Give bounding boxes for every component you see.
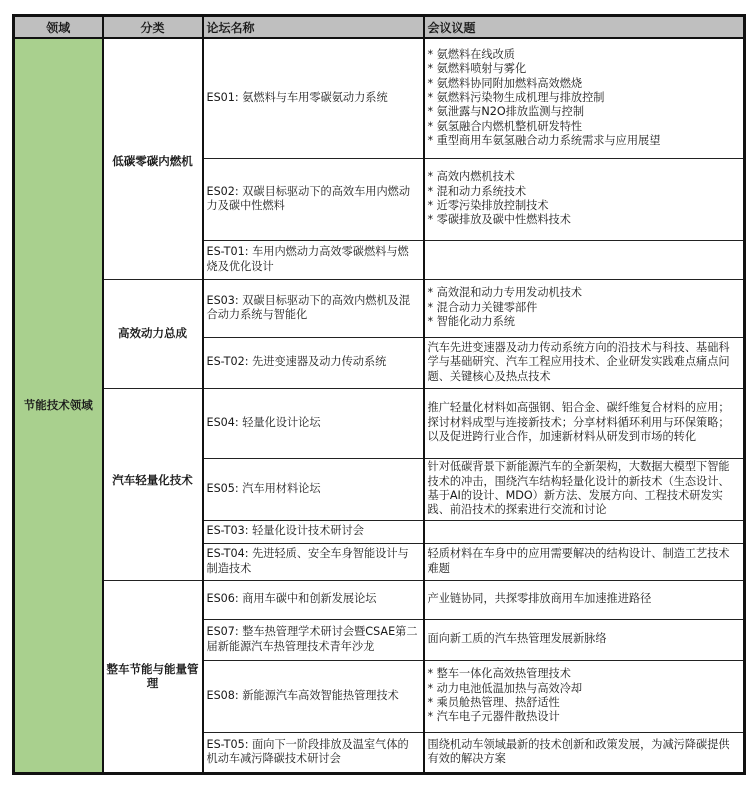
forum-name-cell: ES-T02: 先进变速器及动力传动系统 — [203, 337, 424, 388]
topics-cell — [424, 660, 745, 732]
topic-item: * 氨燃料喷射与雾化 — [427, 62, 527, 76]
topics-cell — [424, 520, 745, 543]
topic-item: * 高效混和动力专用发动机技术 — [427, 286, 583, 300]
forum-name-cell: ES06: 商用车碳中和创新发展论坛 — [203, 580, 424, 619]
header-forum-name: 论坛名称 — [203, 16, 424, 39]
topic-item: * 混合动力关键零部件 — [427, 300, 538, 314]
topic-paragraph: 轻质材料在车身中的应用需要解决的结构设计、制造工艺技术难题 — [427, 547, 730, 575]
topics-cell — [424, 279, 745, 337]
topic-item: * 氨燃料协同附加燃料高效燃烧 — [427, 76, 583, 90]
topic-item: * 氨燃料污染物生成机理与排放控制 — [427, 91, 605, 105]
topic-item: * 高效内燃机技术 — [427, 170, 515, 184]
topic-paragraph: 产业链协同，共探零排放商用车加速推进路径 — [427, 592, 652, 606]
forum-name-cell: ES08: 新能源汽车高效智能热管理技术 — [203, 660, 424, 732]
table-row — [14, 279, 745, 337]
forum-name-cell: ES02: 双碳目标驱动下的高效车用内燃动力及碳中性燃料 — [203, 158, 424, 240]
topics-cell — [424, 732, 745, 773]
header-category: 分类 — [103, 16, 203, 39]
forum-table — [12, 14, 746, 775]
topics-cell — [424, 38, 745, 158]
forum-name-cell: ES-T01: 车用内燃动力高效零碳燃料与燃烧及优化设计 — [203, 240, 424, 279]
topic-paragraph: 面向新工质的汽车热管理发展新脉络 — [427, 632, 607, 646]
forum-name-cell: ES01: 氨燃料与车用零碳氨动力系统 — [203, 38, 424, 158]
topics-cell — [424, 543, 745, 580]
topics-cell — [424, 158, 745, 240]
topic-item: * 氨燃料在线改质 — [427, 47, 515, 61]
table-row — [14, 38, 745, 158]
topic-item: * 乘员舱热管理、热舒适性 — [427, 696, 560, 709]
forum-name-cell: ES03: 双碳目标驱动下的高效内燃机及混合动力系统与智能化 — [203, 279, 424, 337]
topics-cell — [424, 240, 745, 279]
topic-item: * 混和动力系统技术 — [427, 184, 527, 198]
table-row — [14, 388, 745, 458]
topic-item: * 氨泄露与N2O排放监测与控制 — [427, 105, 585, 119]
topic-item: * 零碳排放及碳中性燃料技术 — [427, 213, 571, 227]
topics-cell — [424, 337, 745, 388]
header-domain: 领域 — [14, 16, 103, 39]
forum-name-cell: ES07: 整车热管理学术研讨会暨CSAE第二届新能源汽车热管理技术青年沙龙 — [203, 619, 424, 660]
topic-item: * 汽车电子元器件散热设计 — [427, 710, 560, 724]
topic-item: * 智能化动力系统 — [427, 315, 515, 329]
topics-cell — [424, 458, 745, 520]
category-cell: 汽车轻量化技术 — [103, 388, 203, 580]
forum-name-cell: ES-T04: 先进轻质、安全车身智能设计与制造技术 — [203, 543, 424, 580]
topics-cell — [424, 388, 745, 458]
topic-item: * 近零污染排放控制技术 — [427, 199, 549, 212]
topic-paragraph: 推广轻量化材料如高强钢、铝合金、碳纤维复合材料的应用；探讨材料成型与连接新技术；分享材料循环利用与环保策略；以及促进跨行业合作，加速新材料从研发到市场的转化 — [427, 401, 730, 444]
topic-item: * 氨氢融合内燃机整机研发特性 — [427, 119, 583, 133]
category-cell: 低碳零碳内燃机 — [103, 38, 203, 279]
topics-cell — [424, 619, 745, 660]
forum-name-cell: ES-T03: 轻量化设计技术研讨会 — [203, 520, 424, 543]
topic-item: * 动力电池低温加热与高效冷却 — [427, 681, 583, 695]
topic-paragraph: 针对低碳背景下新能源汽车的全新架构，大数据大模型下智能技术的冲击，围绕汽车结构轻量化设计的新技术（生态设计、基于AI的设计、MDO）新方法、发展方向、工程技术研发实践、前沿技术的探索进行交流和讨论 — [427, 460, 730, 517]
forum-name-cell: ES04: 轻量化设计论坛 — [203, 388, 424, 458]
domain-cell: 节能技术领域 — [14, 38, 103, 773]
header-row — [14, 16, 745, 39]
category-cell: 高效动力总成 — [103, 279, 203, 388]
topics-cell — [424, 580, 745, 619]
topic-paragraph: 汽车先进变速器及动力传动系统方向的沿技术与科技、基础科学与基础研究、汽车工程应用技术、企业研发实践难点痛点问题、关键核心及热点技术 — [427, 340, 730, 383]
header-topics: 会议议题 — [424, 16, 745, 39]
topic-item: * 整车一体化高效热管理技术 — [427, 667, 571, 681]
category-cell: 整车节能与能量管理 — [103, 580, 203, 773]
table-row — [14, 580, 745, 619]
forum-name-cell: ES-T05: 面向下一阶段排放及温室气体的机动车减污降碳技术研讨会 — [203, 732, 424, 773]
forum-name-cell: ES05: 汽车用材料论坛 — [203, 458, 424, 520]
topic-item: * 重型商用车氨氢融合动力系统需求与应用展望 — [427, 134, 661, 148]
topic-paragraph: 围绕机动车领域最新的技术创新和政策发展，为减污降碳提供有效的解决方案 — [427, 737, 730, 765]
